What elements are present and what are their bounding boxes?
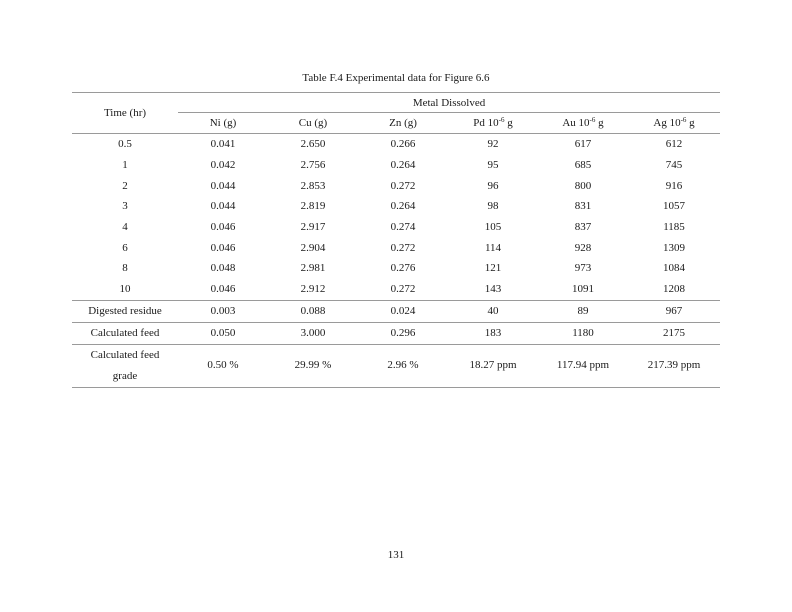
value-cell: 0.046	[178, 279, 268, 300]
row-label-cell: 4	[122, 221, 128, 234]
value-cell: 0.044	[210, 200, 236, 213]
value-cell: 831	[574, 200, 592, 213]
column-header-base: Ni (g)	[209, 117, 237, 129]
row-label-cell: 2	[122, 179, 128, 192]
row-label-cell: 8	[122, 262, 128, 275]
column-header-base: Au 10	[562, 117, 590, 129]
value-cell: 617	[574, 138, 592, 151]
value-cell: 2.917	[300, 221, 326, 234]
value-cell: 612	[665, 138, 683, 151]
row-label-cell	[72, 344, 178, 387]
table-row	[72, 196, 720, 217]
value-cell: 1208	[628, 279, 720, 300]
value-cell: 2.853	[300, 179, 326, 192]
value-cell: 1180	[538, 322, 628, 344]
value-cell: 2.904	[300, 241, 326, 254]
calculated-feed-row	[72, 322, 720, 344]
value-cell: 837	[574, 221, 592, 234]
column-header-base: Ag 10	[653, 117, 681, 129]
table-row	[72, 217, 720, 238]
column-header	[538, 113, 628, 134]
calculated-feed-grade-row	[72, 344, 720, 387]
metal-dissolved-header: Metal Dissolved	[178, 93, 720, 113]
row-label-cell: Calculated feed	[72, 322, 178, 344]
value-cell: 0.272	[358, 279, 448, 300]
value-cell: 0.296	[358, 322, 448, 344]
row-label-cell: 10	[72, 279, 178, 300]
value-cell: 0.042	[210, 159, 236, 172]
value-cell: 0.272	[390, 179, 416, 192]
experimental-data-table	[72, 92, 720, 388]
value-cell: 0.50 %	[178, 344, 268, 387]
column-header-exponent: -6	[680, 116, 687, 124]
value-cell: 117.94 ppm	[538, 344, 628, 387]
column-header-base: Cu (g)	[298, 117, 328, 129]
value-cell: 2.912	[268, 279, 358, 300]
value-cell: 0.274	[390, 221, 416, 234]
column-header-base: Pd 10	[473, 117, 499, 129]
column-header-exponent: -6	[498, 116, 505, 124]
value-cell: 3.000	[268, 322, 358, 344]
value-cell: 0.272	[390, 241, 416, 254]
row-label-cell: Digested residue	[72, 300, 178, 322]
table-row	[72, 279, 720, 300]
column-header-unit: g	[504, 117, 513, 129]
value-cell: 0.046	[210, 241, 236, 254]
value-cell: 0.024	[358, 300, 448, 322]
row-label-cell: 3	[122, 200, 128, 213]
value-cell: 0.041	[210, 138, 236, 151]
value-cell: 967	[628, 300, 720, 322]
column-header	[448, 113, 538, 134]
value-cell: 1057	[663, 200, 686, 213]
value-cell: 0.046	[210, 221, 236, 234]
value-cell: 0.003	[178, 300, 268, 322]
value-cell: 916	[665, 179, 683, 192]
value-cell: 0.264	[390, 200, 416, 213]
column-header	[268, 113, 358, 134]
value-cell: 745	[665, 159, 683, 172]
value-cell: 0.264	[390, 159, 416, 172]
value-cell: 92	[487, 138, 499, 151]
page-number: 131	[387, 549, 405, 561]
value-cell: 2.650	[300, 138, 326, 151]
value-cell: 0.276	[390, 262, 416, 275]
value-cell: 2.981	[300, 262, 326, 275]
value-cell: 685	[574, 159, 592, 172]
value-cell: 89	[538, 300, 628, 322]
table-row	[72, 258, 720, 279]
value-cell: 95	[487, 159, 499, 172]
table-row	[72, 155, 720, 176]
value-cell: 105	[484, 221, 502, 234]
value-cell: 1185	[663, 221, 685, 234]
value-cell: 2175	[628, 322, 720, 344]
value-cell: 0.266	[390, 138, 416, 151]
column-header-exponent: -6	[589, 116, 596, 124]
value-cell: 0.050	[178, 322, 268, 344]
row-label-line: Calculated feed	[90, 348, 160, 361]
column-header-unit: g	[595, 117, 604, 129]
column-header	[178, 113, 268, 134]
value-cell: 29.99 %	[268, 344, 358, 387]
value-cell: 114	[484, 241, 502, 254]
value-cell: 1309	[663, 241, 686, 254]
value-cell: 98	[487, 200, 499, 213]
row-label-line: grade	[112, 369, 138, 382]
value-cell: 800	[574, 179, 592, 192]
value-cell: 121	[484, 262, 502, 275]
value-cell: 217.39 ppm	[628, 344, 720, 387]
value-cell: 0.048	[210, 262, 236, 275]
table-caption: Table F.4 Experimental data for Figure 6.6	[302, 72, 490, 84]
value-cell: 2.756	[300, 159, 326, 172]
value-cell: 928	[574, 241, 592, 254]
digested-residue-row	[72, 300, 720, 322]
value-cell: 973	[574, 262, 592, 275]
value-cell: 1091	[538, 279, 628, 300]
column-header	[358, 113, 448, 134]
table-row	[72, 134, 720, 155]
value-cell: 96	[487, 179, 499, 192]
row-label-cell: 6	[122, 241, 128, 254]
value-cell: 2.819	[300, 200, 326, 213]
row-label-cell: 0.5	[118, 138, 132, 151]
row-label-cell: 1	[122, 159, 128, 172]
time-header: Time (hr)	[72, 93, 178, 134]
value-cell: 143	[448, 279, 538, 300]
value-cell: 40	[448, 300, 538, 322]
value-cell: 0.044	[210, 179, 236, 192]
table-row	[72, 175, 720, 196]
value-cell: 18.27 ppm	[448, 344, 538, 387]
value-cell: 2.96 %	[358, 344, 448, 387]
table-row	[72, 237, 720, 258]
value-cell: 183	[448, 322, 538, 344]
column-header	[628, 113, 720, 134]
column-header-unit: g	[686, 117, 695, 129]
value-cell: 0.088	[268, 300, 358, 322]
value-cell: 1084	[663, 262, 686, 275]
column-header-base: Zn (g)	[389, 117, 417, 129]
